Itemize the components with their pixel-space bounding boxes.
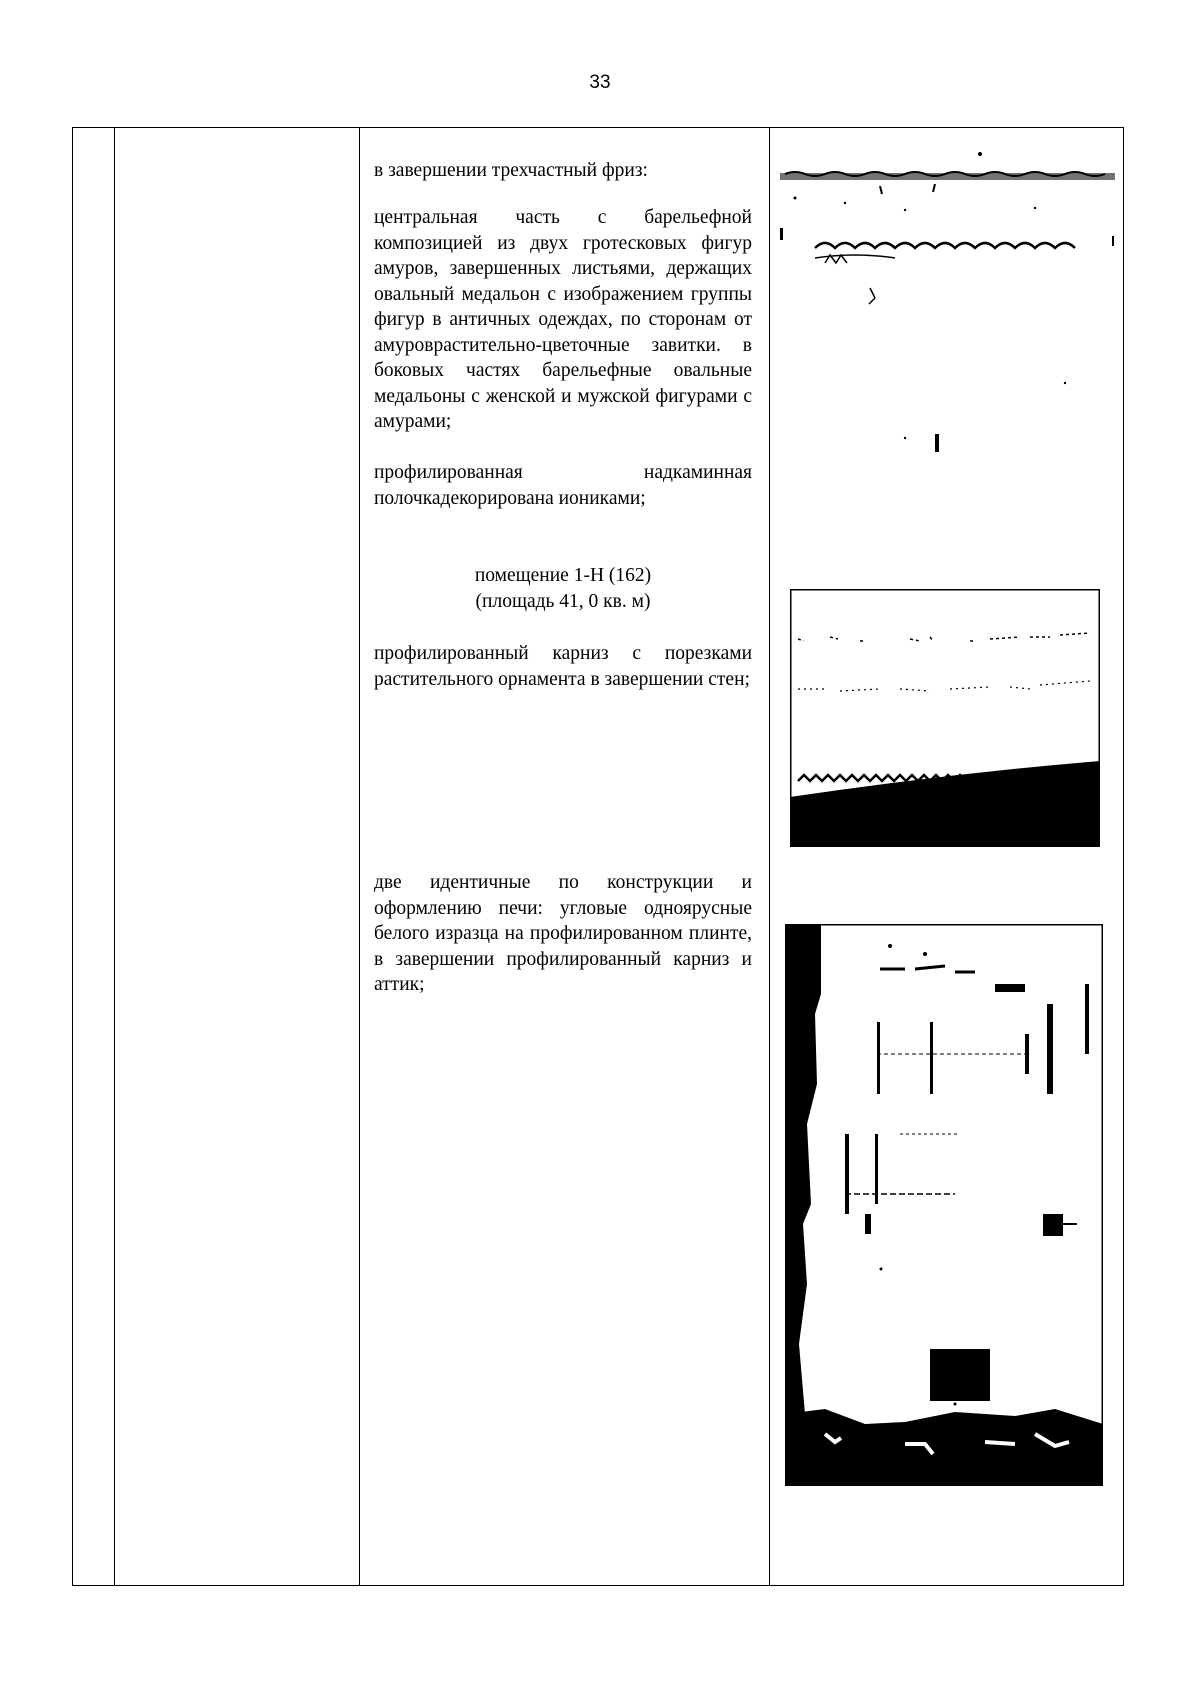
photo-tiled-stove — [785, 924, 1103, 1486]
paragraph-cornice: профилированный карниз с порезками растительного орнамента в завершении стен; — [374, 643, 752, 690]
photo-cornice-icon — [790, 589, 1100, 847]
photo-fireplace-frieze — [775, 148, 1120, 458]
column-divider-2 — [359, 127, 360, 1586]
paragraph-mantel-shelf: профилированная надкаминная полочкадекорирована иониками; — [374, 462, 752, 509]
column-divider-1 — [114, 127, 115, 1586]
column-divider-3 — [769, 127, 770, 1586]
photo-fireplace-frieze-icon — [775, 148, 1120, 458]
paragraph-frieze-intro: в завершении трехчастный фриз: — [374, 160, 648, 181]
paragraph-stoves: две идентичные по конструкции и оформлению печи: угловые одноярусные белого изразца на профилированном плинте, в завершении профилированный карниз и аттик; — [374, 872, 752, 995]
photo-ceiling-cornice — [790, 589, 1100, 847]
page-number: 33 — [589, 72, 611, 93]
paragraph-frieze-description: центральная часть с барельефной композицией из двух гротесковых фигур амуров, завершенных листьями, держащих овальный медальон с изображением группы фигур в античных одеждах, по сторонам от амуровраститeльно-цветочные завитки. в боковых частях барельефные овальные медальоны с женской и мужской фигурами с амурами; — [374, 207, 752, 432]
room-title: помещение 1-Н (162) — [474, 565, 652, 586]
room-area: (площадь 41, 0 кв. м) — [475, 591, 651, 612]
photo-stove-icon — [785, 924, 1103, 1486]
